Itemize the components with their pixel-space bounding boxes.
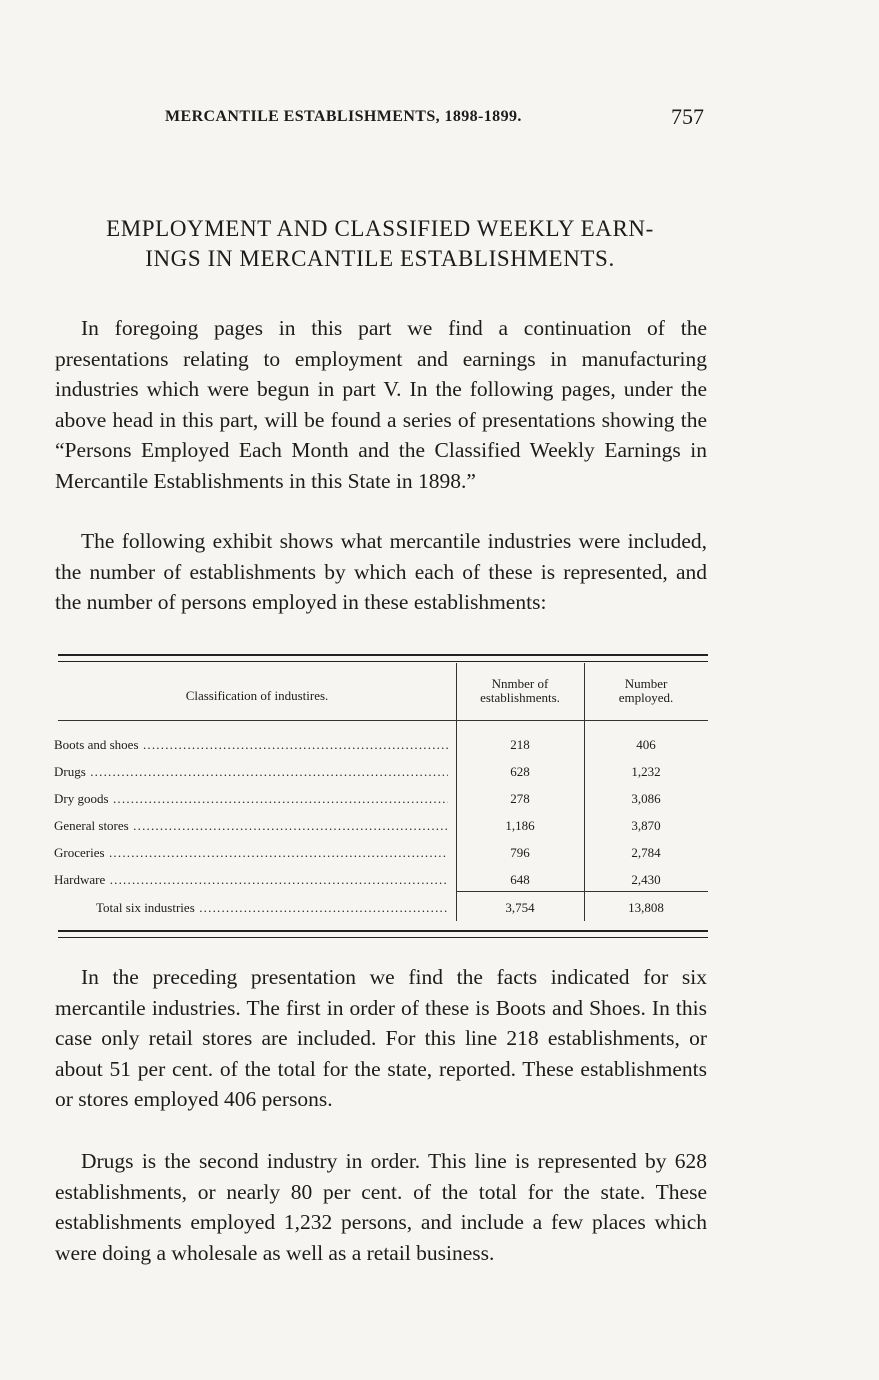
paragraph-exhibit-intro: The following exhibit shows what mercantile industries were included, the number of establishments by which each of these is represented, and the number of persons employed in these establishments: <box>55 529 707 615</box>
industries-table <box>54 654 708 940</box>
table-row <box>54 737 708 759</box>
header-establishments-line-2: establishments. <box>480 690 560 705</box>
row-establishments: 1,186 <box>505 818 535 833</box>
total-employed: 13,808 <box>628 900 664 915</box>
page-number: 757 <box>671 104 704 129</box>
row-label: General stores ..... <box>54 818 448 834</box>
table-row <box>54 818 708 840</box>
total-label: Total six industries ..... <box>96 900 448 916</box>
table-row <box>54 845 708 867</box>
table-total-rule <box>456 891 708 892</box>
header-classification: Classification of industires. <box>185 688 329 703</box>
header-employed-line-2: employed. <box>618 690 674 705</box>
row-establishments: 648 <box>510 872 530 887</box>
table-top-rule <box>58 654 708 662</box>
running-head <box>60 104 710 134</box>
row-employed: 406 <box>636 737 656 752</box>
table-row <box>54 791 708 813</box>
table-row <box>54 764 708 786</box>
row-label: Groceries ..... <box>54 845 448 861</box>
section-heading-line-2: INGS IN MERCANTILE ESTABLISHMENTS. <box>145 246 615 271</box>
table-bottom-rule <box>58 930 708 938</box>
row-employed: 3,870 <box>631 818 661 833</box>
header-establishments <box>456 677 584 705</box>
section-heading-line-1: EMPLOYMENT AND CLASSIFIED WEEKLY EARN- <box>106 216 654 241</box>
row-label: Boots and shoes ..... <box>54 737 448 753</box>
row-label: Drugs ..... <box>54 764 448 780</box>
row-employed: 3,086 <box>631 791 661 806</box>
running-head-title: MERCANTILE ESTABLISHMENTS, 1898-1899. <box>165 108 522 125</box>
row-employed: 2,784 <box>631 845 661 860</box>
row-employed: 2,430 <box>631 872 661 887</box>
header-employed-line-1: Number <box>624 676 668 691</box>
row-label: Hardware ..... <box>54 872 448 888</box>
section-heading <box>50 214 710 274</box>
row-establishments: 278 <box>510 791 530 806</box>
header-establishments-line-1: Nnmber of <box>491 676 549 691</box>
paragraph-boots-and-shoes: In the preceding presentation we find the facts indicated for six mercantile industries. The first in order of these is Boots and Shoes. In this case only retail stores are included. For this line 218 establishments, or about 51 per cent. of the total for the state, reported. These establishments or stores employed 406 persons. <box>55 965 707 1112</box>
paragraph-intro: In foregoing pages in this part we find a continuation of the presentations relating to employment and earnings in manufacturing industries which were begun in part V. In the following pages, under the above head in this part, will be found a series of presentations showing the “Persons Employed Each Month and the Classified Weekly Earnings in Mercantile Establishments in this State in 1898.” <box>55 316 707 493</box>
row-employed: 1,232 <box>631 764 661 779</box>
total-establishments: 3,754 <box>505 900 535 915</box>
header-employed <box>584 677 708 705</box>
table-total-row <box>58 900 708 922</box>
row-establishments: 218 <box>510 737 530 752</box>
table-header-rule <box>58 720 708 721</box>
row-establishments: 796 <box>510 845 530 860</box>
row-label: Dry goods ..... <box>54 791 448 807</box>
row-establishments: 628 <box>510 764 530 779</box>
paragraph-drugs: Drugs is the second industry in order. This line is represented by 628 establishments, or nearly 80 per cent. of the total for the state. These establishments employed 1,232 persons, and include a few places which were doing a wholesale as well as a retail business. <box>55 1149 707 1265</box>
